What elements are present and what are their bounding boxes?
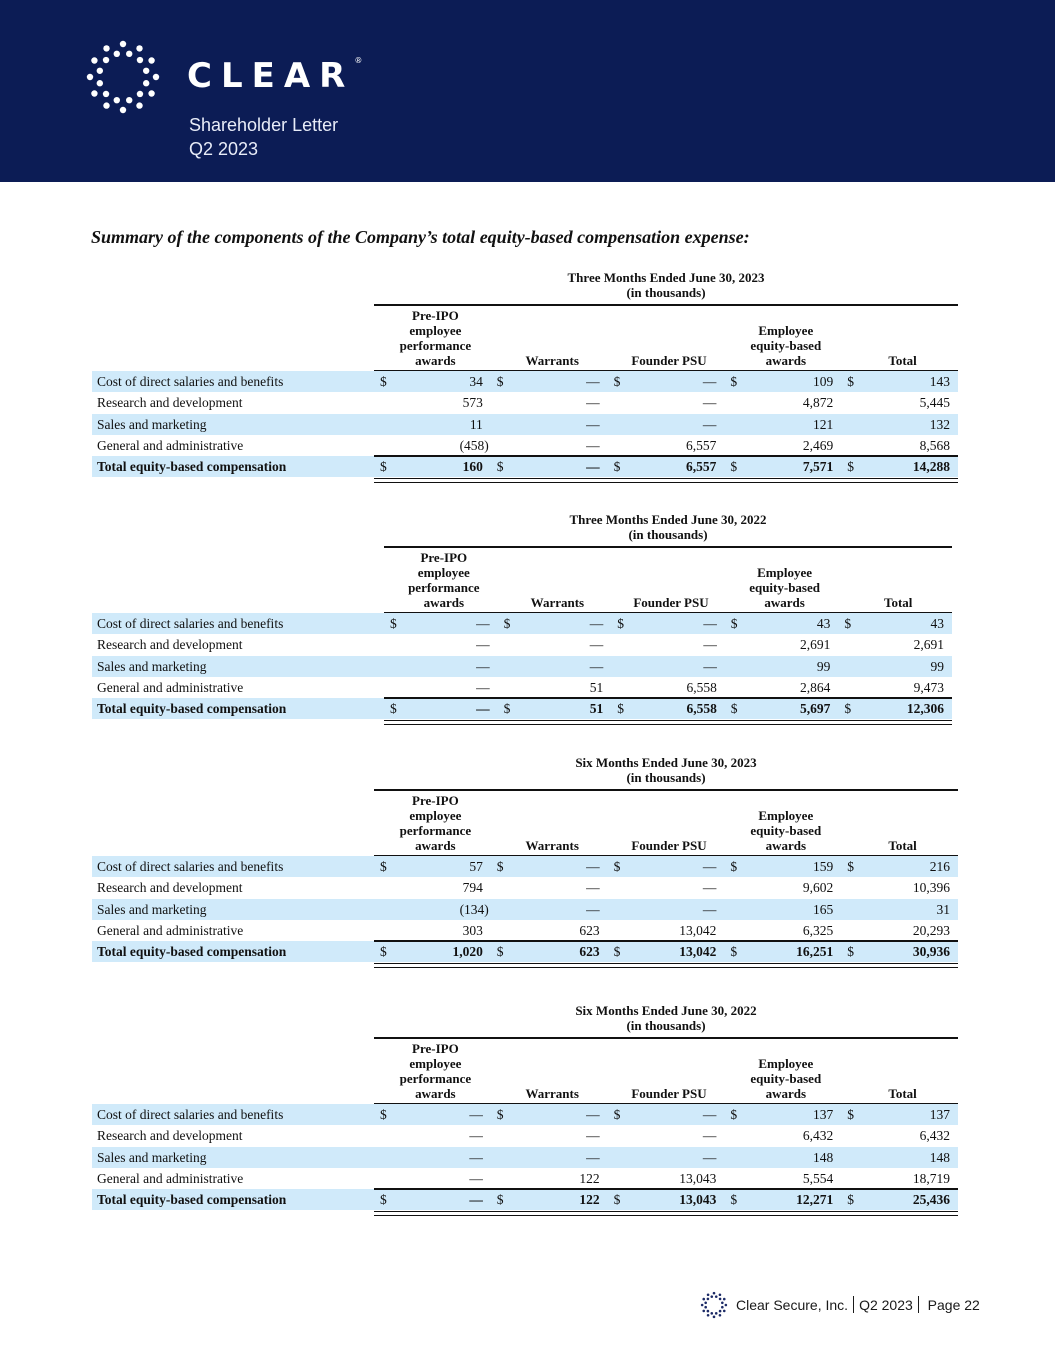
value-cell: 148	[812, 1149, 834, 1165]
value-cell: 121	[812, 416, 834, 432]
value-cell: —	[586, 859, 600, 874]
table-row	[92, 392, 958, 413]
value-cell: —	[476, 701, 490, 717]
header-rule	[384, 546, 952, 548]
value-cell: 160	[462, 459, 483, 475]
value-cell: 794	[462, 880, 483, 896]
value-cell: 2,469	[802, 437, 834, 453]
value-cell: —	[702, 880, 717, 896]
column-header	[847, 353, 958, 368]
row-label: Sales and marketing	[97, 1149, 207, 1165]
currency-symbol: $	[844, 701, 852, 717]
currency-symbol: $	[613, 859, 621, 874]
value-cell: 10,396	[912, 880, 950, 896]
header-rule	[374, 304, 958, 306]
row-label: Research and development	[97, 1128, 243, 1144]
currency-symbol: $	[847, 1192, 854, 1208]
row-label: Cost of direct salaries and benefits	[97, 859, 284, 874]
table-row	[92, 899, 958, 920]
value-cell: 51	[589, 701, 604, 717]
column-header	[380, 793, 491, 853]
currency-symbol: $	[496, 1192, 504, 1208]
column-header	[731, 565, 839, 610]
column-header	[614, 1086, 725, 1101]
column-header-line: awards	[765, 1086, 807, 1101]
value-cell: —	[589, 637, 604, 653]
column-header-line: Founder PSU	[631, 353, 707, 368]
table-period-heading	[374, 755, 958, 785]
column-header-line: performance	[399, 338, 472, 353]
currency-symbol: $	[613, 459, 621, 475]
column-header-line: awards	[765, 353, 807, 368]
row-label: Research and development	[97, 637, 243, 653]
value-cell: 137	[812, 1107, 834, 1122]
value-cell: —	[586, 1128, 600, 1144]
value-cell: —	[469, 1149, 483, 1165]
row-label: Research and development	[97, 395, 243, 411]
currency-symbol: $	[847, 1107, 854, 1122]
footer-text	[736, 1296, 980, 1313]
column-header-line: employee	[409, 1056, 462, 1071]
currency-symbol: $	[496, 459, 504, 475]
period-label: Three Months Ended June 30, 2022	[569, 512, 767, 527]
currency-symbol: $	[847, 859, 854, 874]
brand-wordmark	[187, 56, 362, 96]
column-header-line: Founder PSU	[633, 595, 709, 610]
value-cell: 9,473	[913, 679, 944, 695]
currency-symbol: $	[847, 459, 854, 475]
value-cell: 12,306	[906, 701, 944, 717]
currency-symbol: $	[613, 1192, 621, 1208]
value-cell: —	[586, 416, 600, 432]
value-cell: —	[703, 658, 717, 674]
column-header-line: Employee	[758, 808, 814, 823]
column-header	[380, 1041, 491, 1101]
row-label: Total equity-based compensation	[97, 1192, 287, 1208]
currency-symbol: $	[380, 459, 387, 475]
value-cell: 132	[929, 416, 950, 432]
column-header	[497, 1086, 608, 1101]
value-cell: —	[476, 658, 490, 674]
value-cell: 20,293	[912, 922, 950, 938]
column-header	[847, 838, 958, 853]
table-period-heading	[374, 1003, 958, 1033]
footer-separator	[918, 1296, 919, 1313]
currency-symbol: $	[730, 701, 738, 717]
header-rule	[374, 1037, 958, 1039]
currency-symbol: $	[496, 374, 504, 389]
currency-symbol: $	[380, 374, 387, 389]
value-cell: —	[586, 880, 600, 896]
currency-symbol: $	[390, 701, 397, 717]
value-cell: 5,554	[802, 1170, 834, 1186]
value-cell: —	[476, 679, 490, 695]
row-label: General and administrative	[97, 922, 244, 938]
dot-ring-logo-icon	[700, 1291, 728, 1319]
currency-symbol: $	[503, 616, 511, 631]
table-row	[92, 677, 952, 698]
value-cell: —	[586, 395, 600, 411]
column-header-line: Pre-IPO	[420, 550, 468, 565]
currency-symbol: $	[730, 616, 738, 631]
value-cell: —	[469, 1107, 483, 1122]
dot-ring-logo-icon	[84, 40, 162, 114]
value-cell: —	[702, 374, 717, 389]
table-row	[92, 920, 958, 941]
table-row	[92, 414, 958, 435]
column-header-line: equity-based	[750, 338, 822, 353]
registered-mark: ®	[354, 55, 363, 65]
value-cell: 109	[812, 374, 834, 389]
currency-symbol: $	[380, 1107, 387, 1122]
row-label: Cost of direct salaries and benefits	[97, 1107, 284, 1122]
column-header	[847, 1086, 958, 1101]
value-cell: 137	[929, 1107, 950, 1122]
value-cell: 216	[929, 859, 950, 874]
column-header	[844, 595, 952, 610]
value-cell: —	[469, 1170, 483, 1186]
row-label: Sales and marketing	[97, 658, 207, 674]
column-header	[614, 838, 725, 853]
currency-symbol: $	[613, 1107, 621, 1122]
value-cell: 148	[929, 1149, 950, 1165]
value-cell: 623	[579, 922, 600, 938]
currency-symbol: $	[613, 944, 621, 960]
value-cell: 51	[589, 679, 604, 695]
column-header-line: employee	[417, 565, 470, 580]
value-cell: —	[586, 459, 600, 475]
table-row	[92, 1147, 958, 1168]
value-cell: 34	[469, 374, 483, 389]
value-cell: 13,042	[679, 922, 717, 938]
currency-symbol: $	[617, 701, 624, 717]
table-row	[92, 877, 958, 898]
subtotal-rule	[384, 697, 952, 699]
value-cell: —	[702, 901, 717, 917]
header-rule	[374, 789, 958, 791]
column-header-line: Total	[888, 838, 917, 853]
value-cell: 6,558	[686, 701, 717, 717]
value-cell: 13,043	[679, 1192, 717, 1208]
value-cell: —	[702, 1149, 717, 1165]
table-row	[92, 371, 958, 392]
document-period: Q2 2023	[189, 139, 259, 159]
currency-symbol: $	[847, 374, 854, 389]
row-label: Sales and marketing	[97, 901, 207, 917]
currency-symbol: $	[847, 944, 854, 960]
value-cell: —	[586, 901, 600, 917]
document-type: Shareholder Letter	[189, 115, 339, 135]
column-header-line: Pre-IPO	[412, 1041, 459, 1056]
value-cell: 2,691	[800, 637, 831, 653]
value-cell: 6,557	[686, 459, 717, 475]
value-cell: —	[586, 1149, 600, 1165]
double-underline-rule	[374, 478, 958, 483]
units-label: (in thousands)	[628, 527, 708, 542]
value-cell: —	[702, 395, 717, 411]
value-cell: 2,691	[913, 637, 944, 653]
value-cell: 6,325	[802, 922, 834, 938]
table-row	[92, 613, 952, 634]
double-underline-rule	[374, 963, 958, 968]
table-row	[92, 856, 958, 877]
column-header-line: awards	[415, 838, 456, 853]
row-label: General and administrative	[97, 679, 244, 695]
currency-symbol: $	[730, 374, 738, 389]
table-row	[92, 435, 958, 456]
double-underline-rule	[384, 720, 952, 725]
row-label: Cost of direct salaries and benefits	[97, 374, 284, 389]
page-title: Summary of the components of the Company’s total equity-based compensation expense:	[91, 227, 750, 247]
column-header-line: awards	[423, 595, 465, 610]
value-cell: —	[589, 658, 604, 674]
column-header-line: awards	[415, 353, 456, 368]
column-header-line: awards	[765, 838, 807, 853]
value-cell: 31	[936, 901, 950, 917]
value-cell: —	[586, 374, 600, 389]
value-cell: 165	[812, 901, 834, 917]
value-cell: 57	[469, 859, 483, 874]
column-header-line: Pre-IPO	[412, 793, 459, 808]
column-header-line: Warrants	[525, 353, 579, 368]
currency-symbol: $	[380, 859, 387, 874]
value-cell: 99	[930, 658, 944, 674]
value-cell: 1,020	[452, 944, 483, 960]
value-cell: 43	[930, 616, 944, 631]
subtotal-rule	[374, 1188, 958, 1190]
column-header-line: Warrants	[530, 595, 585, 610]
value-cell: 6,557	[686, 437, 717, 453]
currency-symbol: $	[730, 459, 738, 475]
value-cell: 11	[469, 416, 483, 432]
value-cell: 43	[816, 616, 831, 631]
subtotal-rule	[374, 455, 958, 457]
value-cell: 99	[816, 658, 831, 674]
value-cell: 6,432	[802, 1128, 834, 1144]
column-header-line: performance	[399, 1071, 472, 1086]
column-header-line: employee	[409, 808, 462, 823]
value-cell: 13,043	[679, 1170, 717, 1186]
row-label: Cost of direct salaries and benefits	[97, 616, 284, 631]
column-header-line: performance	[408, 580, 480, 595]
value-cell: 122	[579, 1192, 600, 1208]
units-label: (in thousands)	[626, 285, 706, 300]
value-cell: 12,271	[796, 1192, 834, 1208]
value-cell: 6,432	[919, 1128, 950, 1144]
table-row	[92, 1104, 958, 1125]
value-cell: 8,568	[919, 437, 950, 453]
double-underline-rule	[374, 1211, 958, 1216]
column-header	[617, 595, 725, 610]
table-row	[92, 656, 952, 677]
total-row	[92, 456, 958, 477]
currency-symbol: $	[730, 944, 738, 960]
currency-symbol: $	[503, 701, 511, 717]
value-cell: 25,436	[912, 1192, 950, 1208]
value-cell: 143	[929, 374, 950, 389]
column-header-line: Employee	[757, 565, 813, 580]
value-cell: 122	[579, 1170, 600, 1186]
currency-symbol: $	[390, 616, 397, 631]
units-label: (in thousands)	[626, 1018, 706, 1033]
period-label: Six Months Ended June 30, 2023	[575, 755, 757, 770]
column-header-line: Total	[888, 353, 917, 368]
column-header	[730, 1056, 841, 1101]
column-header-line: Total	[888, 1086, 917, 1101]
value-cell: 573	[462, 395, 483, 411]
row-label: Total equity-based compensation	[97, 459, 287, 475]
total-row	[92, 1189, 958, 1210]
currency-symbol: $	[380, 1192, 387, 1208]
currency-symbol: $	[496, 1107, 504, 1122]
currency-symbol: $	[730, 1107, 738, 1122]
value-cell: 6,558	[686, 679, 717, 695]
value-cell: 30,936	[912, 944, 950, 960]
value-cell: 16,251	[796, 944, 834, 960]
row-label: Total equity-based compensation	[97, 701, 287, 717]
column-header-line: equity-based	[749, 580, 820, 595]
currency-symbol: $	[380, 944, 387, 960]
table-row	[92, 634, 952, 655]
value-cell: 5,445	[919, 395, 950, 411]
column-header-line: performance	[399, 823, 472, 838]
value-cell: —	[703, 637, 717, 653]
value-cell: 623	[579, 944, 600, 960]
value-cell: —	[586, 437, 600, 453]
column-header	[730, 323, 841, 368]
currency-symbol: $	[617, 616, 624, 631]
currency-symbol: $	[613, 374, 621, 389]
value-cell: 7,571	[802, 459, 834, 475]
value-cell: —	[469, 1192, 483, 1208]
table-period-heading	[374, 270, 958, 300]
column-header	[390, 550, 498, 610]
table-period-heading	[384, 512, 952, 542]
column-header	[730, 808, 841, 853]
column-header-line: Founder PSU	[631, 1086, 707, 1101]
column-header-line: Warrants	[525, 1086, 579, 1101]
value-cell: 5,697	[800, 701, 831, 717]
value-cell: (458)	[459, 437, 489, 453]
row-label: General and administrative	[97, 1170, 244, 1186]
value-cell: —	[476, 616, 490, 631]
value-cell: 159	[812, 859, 834, 874]
period-label: Six Months Ended June 30, 2022	[575, 1003, 757, 1018]
column-header-line: awards	[764, 595, 805, 610]
units-label: (in thousands)	[626, 770, 706, 785]
column-header	[614, 353, 725, 368]
table-row	[92, 1168, 958, 1189]
header-banner	[0, 0, 1055, 182]
currency-symbol: $	[730, 859, 738, 874]
value-cell: 4,872	[802, 395, 834, 411]
currency-symbol: $	[496, 944, 504, 960]
value-cell: 303	[462, 922, 483, 938]
column-header-line: Employee	[758, 323, 814, 338]
value-cell: —	[586, 1107, 600, 1122]
value-cell: —	[703, 616, 717, 631]
column-header-line: equity-based	[750, 1071, 822, 1086]
total-row	[92, 941, 958, 962]
footer-page-number: Page 22	[927, 1297, 980, 1313]
value-cell: 9,602	[802, 880, 834, 896]
period-label: Three Months Ended June 30, 2023	[567, 270, 765, 285]
column-header-line: Total	[883, 595, 913, 610]
column-header	[504, 595, 612, 610]
footer-company: Clear Secure, Inc.	[736, 1297, 849, 1313]
value-cell: 18,719	[912, 1170, 950, 1186]
value-cell: —	[589, 616, 604, 631]
table-row	[92, 1125, 958, 1146]
subtotal-rule	[374, 940, 958, 942]
column-header-line: Pre-IPO	[412, 308, 459, 323]
value-cell: 13,042	[679, 944, 717, 960]
column-header	[497, 353, 608, 368]
value-cell: 2,864	[800, 679, 831, 695]
currency-symbol: $	[496, 859, 504, 874]
value-cell: —	[702, 416, 717, 432]
value-cell: —	[702, 1107, 717, 1122]
column-header	[497, 838, 608, 853]
value-cell: 14,288	[912, 459, 950, 475]
value-cell: —	[702, 859, 717, 874]
row-label: Sales and marketing	[97, 416, 207, 432]
column-header-line: equity-based	[750, 823, 822, 838]
value-cell: (134)	[459, 901, 489, 917]
column-header-line: Warrants	[525, 838, 579, 853]
column-header-line: employee	[409, 323, 462, 338]
row-label: General and administrative	[97, 437, 244, 453]
value-cell: —	[469, 1128, 483, 1144]
column-header-line: Employee	[758, 1056, 814, 1071]
column-header	[380, 308, 491, 368]
column-header-line: awards	[415, 1086, 456, 1101]
currency-symbol: $	[730, 1192, 738, 1208]
brand-name: CLEAR	[187, 56, 355, 96]
total-row	[92, 698, 952, 719]
currency-symbol: $	[844, 616, 852, 631]
column-header-line: Founder PSU	[631, 838, 707, 853]
footer-quarter: Q2 2023	[859, 1297, 913, 1313]
row-label: Research and development	[97, 880, 243, 896]
footer-separator	[853, 1296, 854, 1313]
value-cell: —	[702, 1128, 717, 1144]
value-cell: —	[476, 637, 490, 653]
row-label: Total equity-based compensation	[97, 944, 287, 960]
